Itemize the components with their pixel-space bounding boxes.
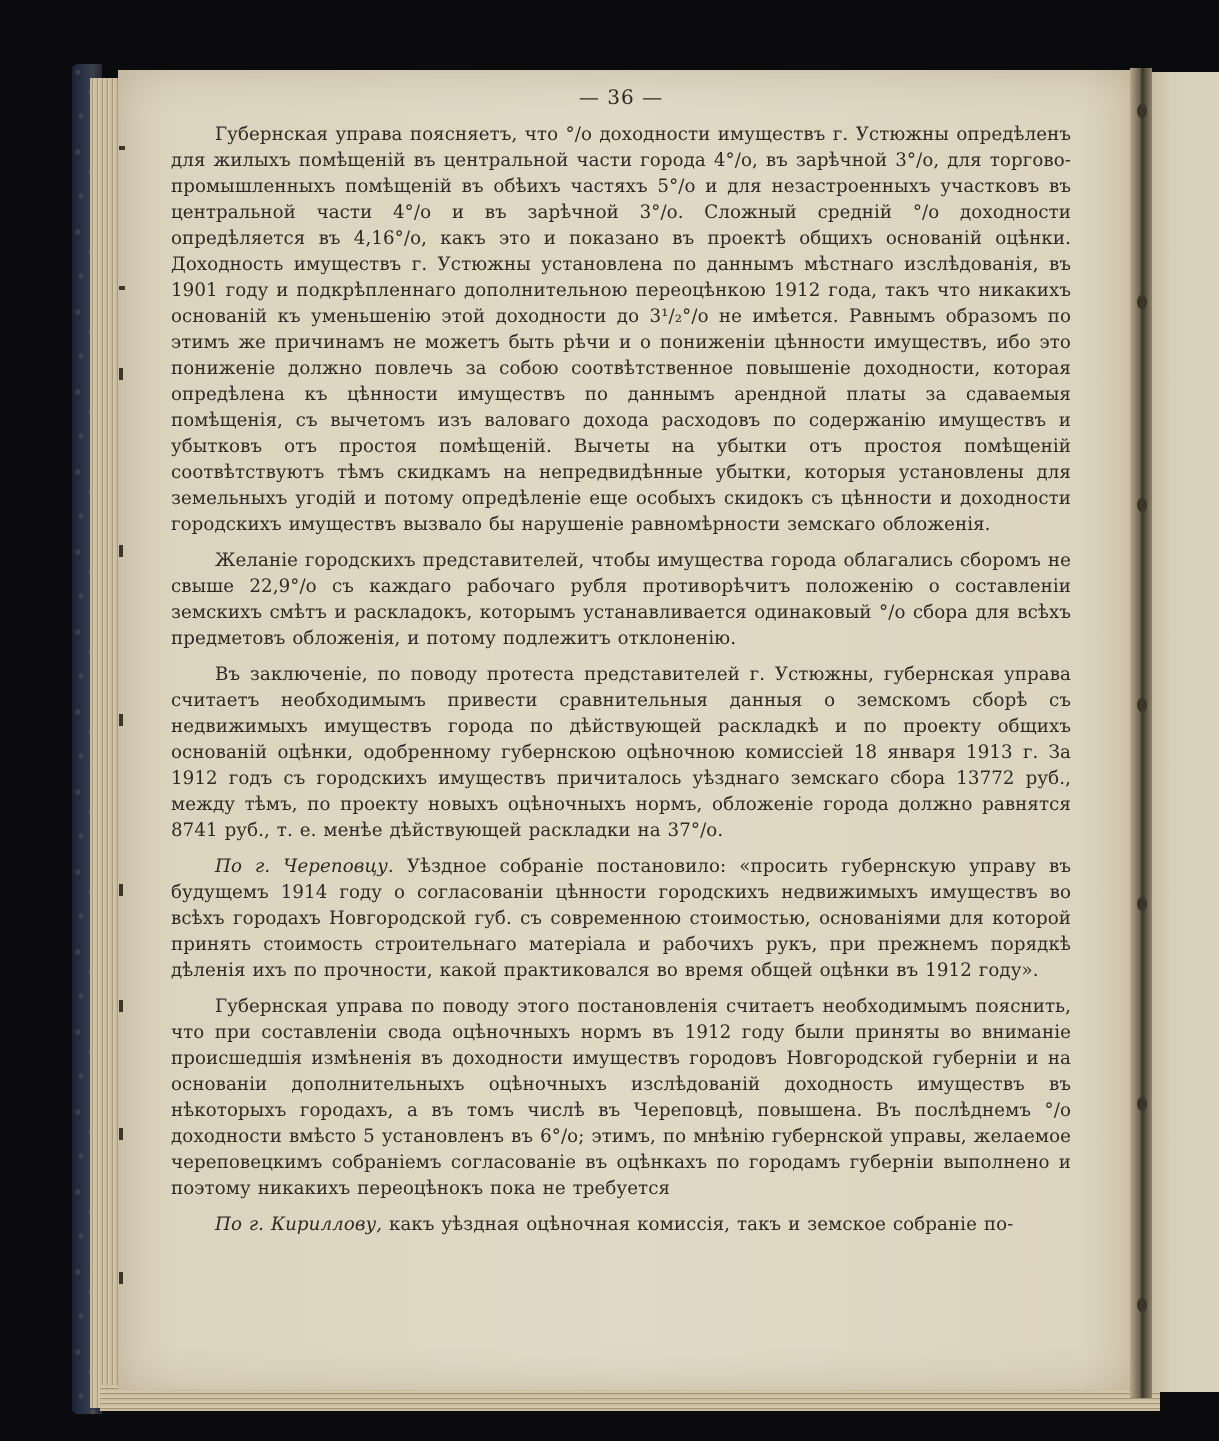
paragraph [171,1212,1071,1238]
binding-tick [1137,1298,1147,1312]
margin-mark [119,1000,123,1012]
paragraph-text: Уѣздное собраніе постановило: «просить губернскую управу въ будущемъ 1914 году о согласованіи цѣнности городскихъ недвижимыхъ имуществъ во всѣхъ городахъ Новгородской губ. съ современною стоимостью, основаніями для которой принять стоимость строительнаго матеріала и рабочихъ рукъ, при прежнемъ порядкѣ дѣленія ихъ по прочности, какой практиковался во время общей оцѣнки въ 1912 году». [171,856,1071,981]
paragraph [171,854,1071,984]
binding-tick [1137,897,1147,911]
paragraph-lead: По г. Кириллову, [215,1214,383,1235]
paragraph [171,994,1071,1202]
binding-tick [1137,698,1147,712]
paragraph [171,662,1071,844]
margin-mark [119,286,125,290]
facing-page [1148,72,1219,1392]
paragraph [171,122,1071,538]
paragraph-text: Губернская управа по поводу этого постановленія считаетъ необходимымъ пояснить, что при составленіи свода оцѣночныхъ нормъ въ 1912 году были приняты во вниманіе происшедшія измѣненія въ доходности имуществъ городовъ Новгородской губерніи и на основаніи дополнительныхъ оцѣночныхъ изслѣдованій доходность имуществъ въ нѣкоторыхъ городахъ, а въ томъ числѣ въ Череповцѣ, повышена. Въ послѣднемъ °/о доходности вмѣсто 5 установленъ въ 6°/о; этимъ, по мнѣнію губернской управы, желаемое череповецкимъ собраніемъ согласованіе въ оцѣнкахъ по городамъ губерніи выполнено и поэтому никакихъ переоцѣнокъ пока не требуется [171,996,1071,1199]
binding-tick [1137,498,1147,512]
binding-tick [1137,104,1147,118]
paragraph-text: какъ уѣздная оцѣночная комиссія, такъ и земское собраніе по- [382,1214,1014,1235]
paragraph-text: Въ заключеніе, по поводу протеста представителей г. Устюжны, губернская управа считаетъ необходимымъ привести сравнительныя данныя о земскомъ сборѣ съ недвижимыхъ имуществъ города по дѣйствующей раскладкѣ и по проекту общихъ основаній оцѣнки, одобренному губернскою оцѣночною комиссіей 18 января 1913 г. За 1912 годъ съ городскихъ имуществъ причиталось уѣзднаго земскаго сбора 13772 руб., между тѣмъ, по проекту новыхъ оцѣночныхъ нормъ, обложеніе города должно равнятся 8741 руб., т. е. менѣе дѣйствующей раскладки на 37°/о. [171,664,1071,841]
binding-tick [1137,295,1147,309]
margin-mark [119,1128,123,1140]
page-text [171,84,1071,1238]
margin-mark [119,146,125,150]
paragraph-lead: По г. Череповцу. [215,856,394,877]
margin-mark [119,714,123,726]
binding-tick [1137,1097,1147,1111]
book-gutter [1130,68,1152,1398]
page-number: — 36 — [578,85,664,109]
margin-mark [119,545,123,557]
paragraph [171,548,1071,652]
paragraph-text: Желаніе городскихъ представителей, чтобы имущества города облагались сборомъ не свыше 22,9°/о съ каждаго рабочаго рубля противорѣчитъ положенію о составленіи земскихъ смѣтъ и раскладокъ, которымъ устанавливается одинаковый °/о сбора для всѣхъ предметовъ обложенія, и потому подлежитъ отклоненію. [171,550,1071,649]
paragraph-text: Губернская управа поясняетъ, что °/о доходности имуществъ г. Устюжны опредѣленъ для жилыхъ помѣщеній въ центральной части города 4°/о, въ зарѣчной 3°/о, для торгово-промышленныхъ помѣщеній въ обѣихъ частяхъ 5°/о и для незастроенныхъ участковъ въ центральной части 4°/о и въ зарѣчной 3°/о. Сложный средній °/о доходности опредѣляется въ 4,16°/о, какъ это и показано въ проектѣ общихъ основаній оцѣнки. Доходность имуществъ г. Устюжны установлена по даннымъ мѣстнаго изслѣдованія, въ 1901 году и подкрѣпленнаго дополнительною переоцѣнкою 1912 года, такъ что никакихъ основаній къ уменьшенію этой доходности до 3¹/₂°/о не имѣется. Равнымъ образомъ по этимъ же причинамъ не можетъ быть рѣчи и о пониженіи цѣнности имуществъ, ибо это пониженіе должно повлечь за собою соотвѣтственное повышеніе доходности, которая опредѣлена къ цѣнности имуществъ по даннымъ арендной платы за сдаваемыя помѣщенія, съ вычетомъ изъ валоваго дохода расходовъ по содержанію имуществъ и убытковъ отъ простоя помѣщеній. Вычеты на убытки отъ простоя помѣщеній соотвѣтствуютъ тѣмъ скидкамъ на непредвидѣнные убытки, которыя установлены для земельныхъ угодій и потому опредѣленіе еще особыхъ скидокъ съ цѣнности и доходности городскихъ имуществъ вызвало бы нарушеніе равномѣрности земскаго обложенія. [171,124,1071,535]
margin-mark [119,1272,123,1284]
margin-mark [119,884,123,896]
margin-mark [119,368,123,380]
